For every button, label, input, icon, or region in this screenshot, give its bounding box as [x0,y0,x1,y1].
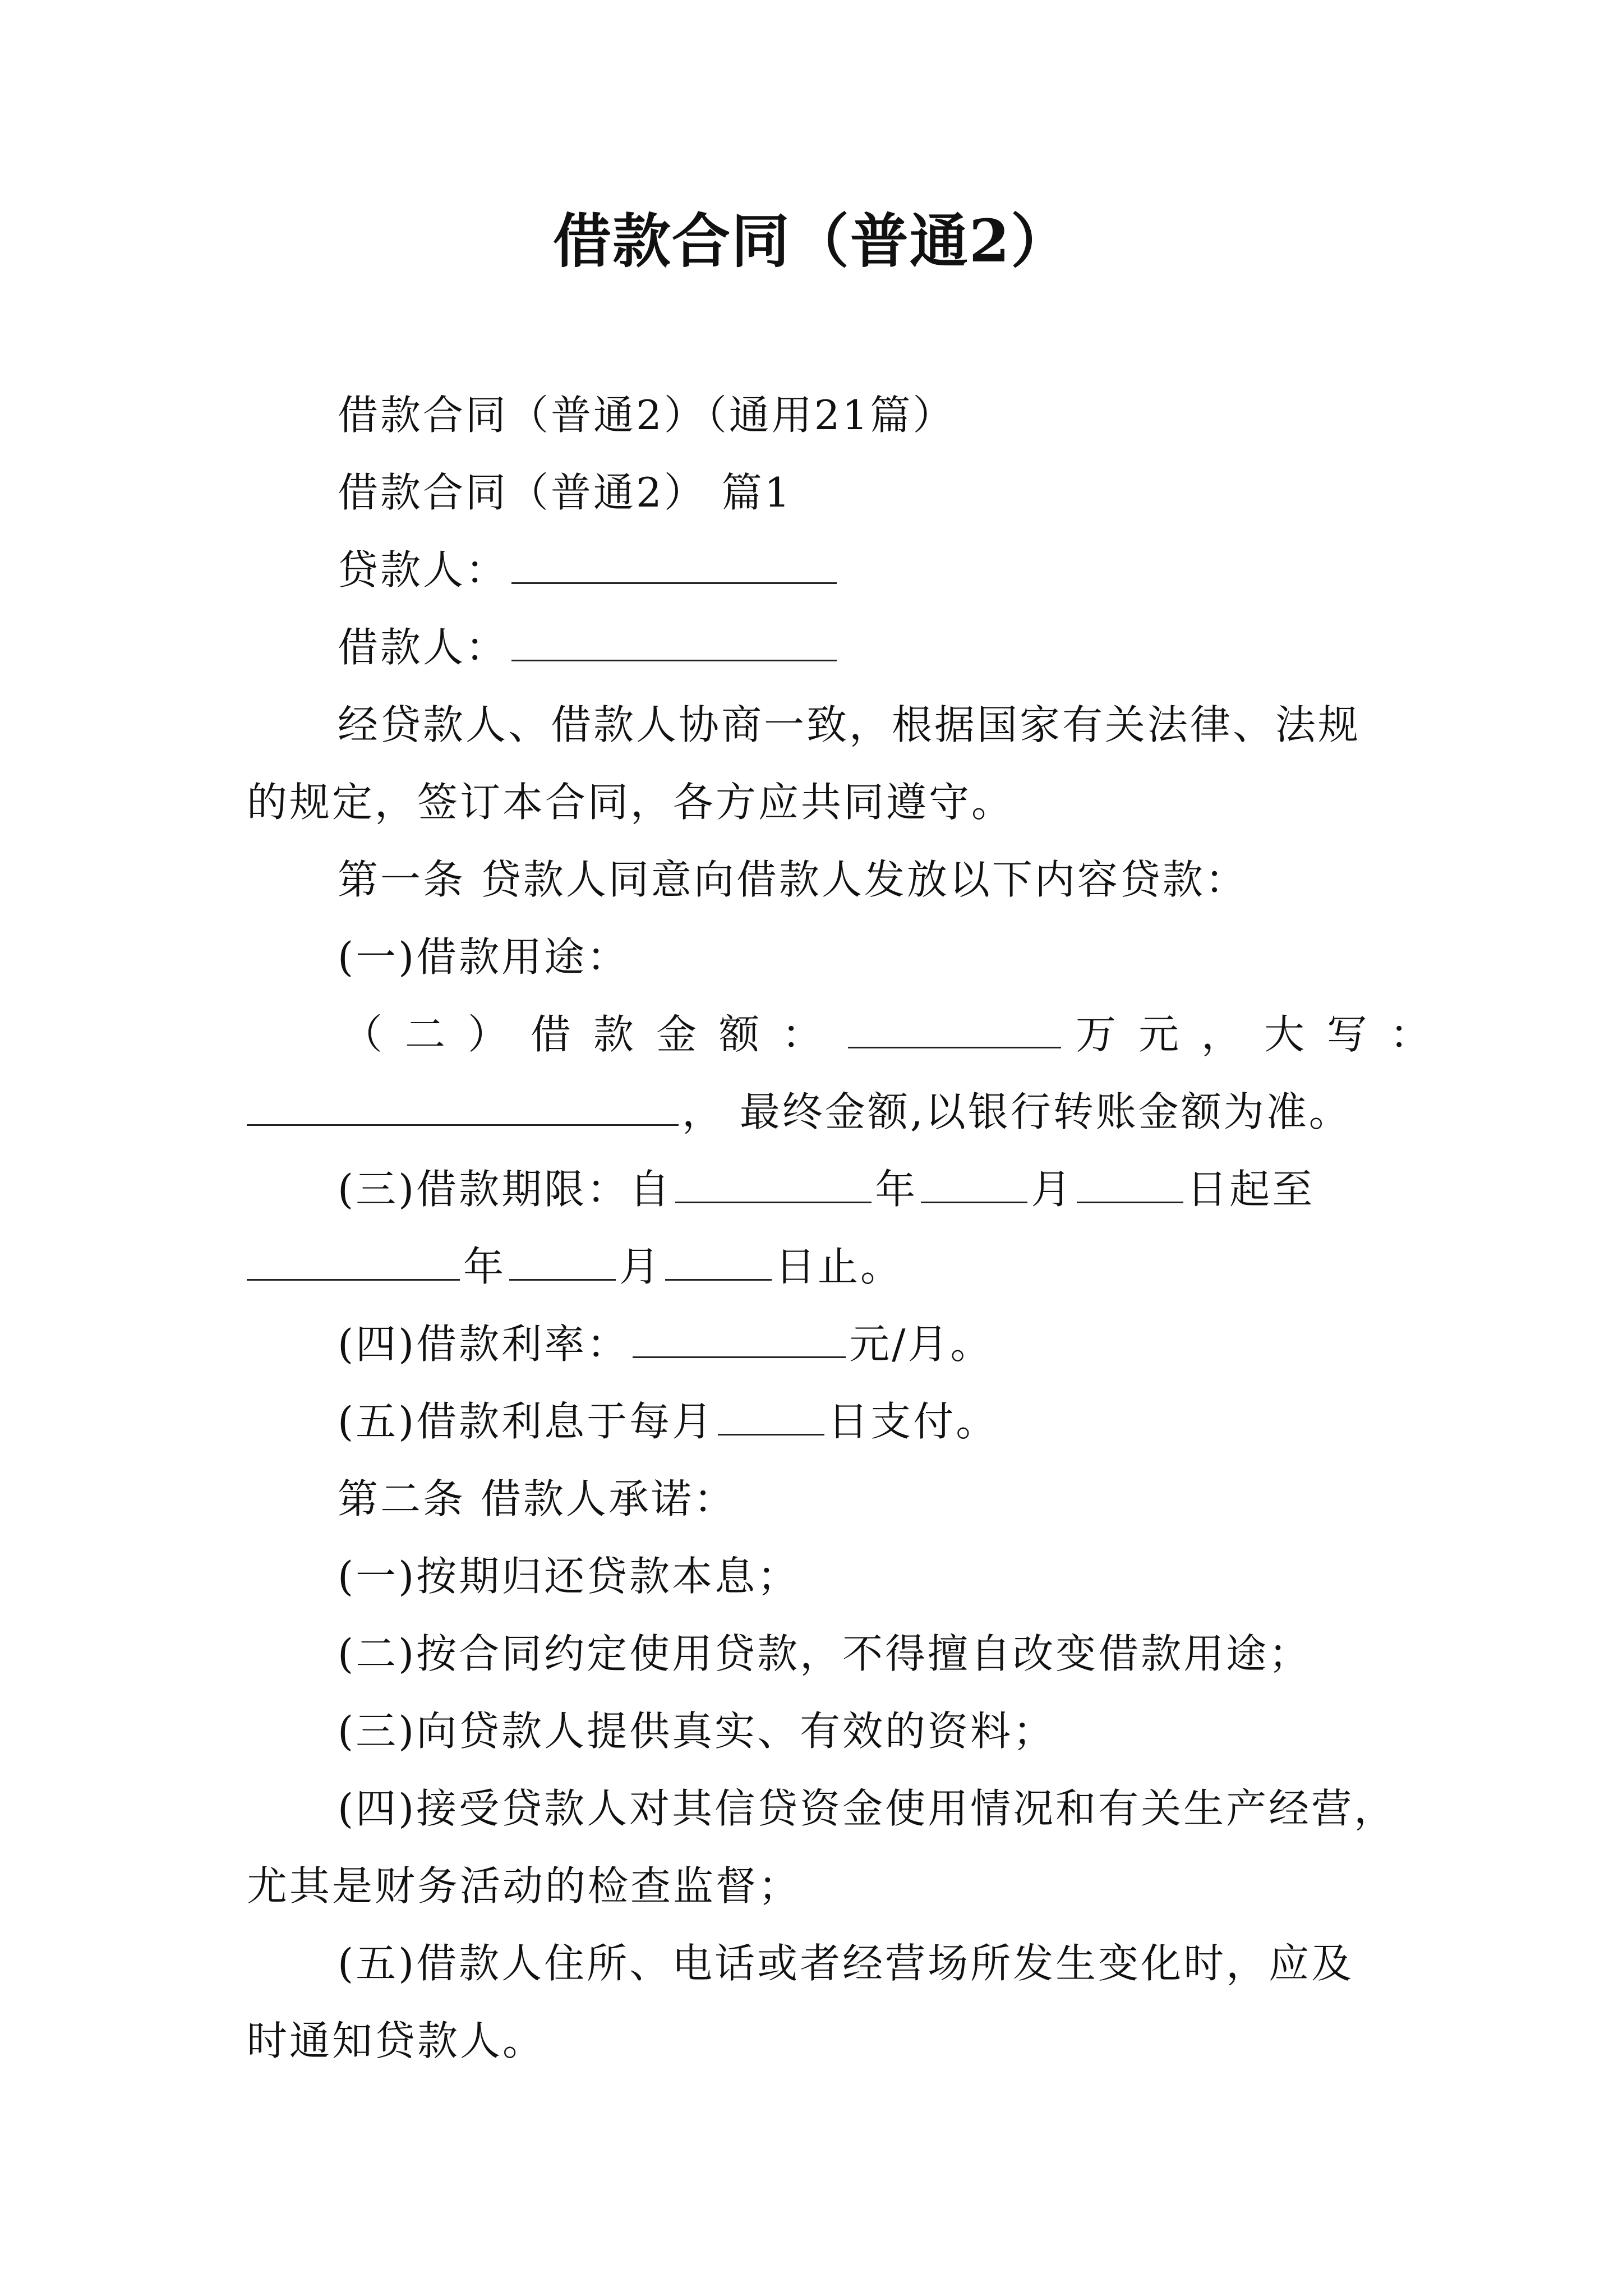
interest-rate-blank [633,1317,846,1358]
day-from-label: 日起至 [1187,1166,1315,1213]
document-subtitle: 借款合同（普通2）（通用21篇） [338,392,956,439]
amount-in-words-blank [247,1085,679,1126]
article-2-item-3: (三)向贷款人提供真实、有效的资料； [338,1708,1056,1755]
article-2-item-5-line-2: 时通知贷款人。 [247,2017,546,2064]
article-1-heading: 第一条 贷款人同意向借款人发放以下内容贷款： [338,856,1248,903]
end-month-blank [509,1240,616,1281]
start-month-blank [921,1162,1027,1203]
article-1-item-2-line-1 [342,995,1453,1074]
lender-line [338,531,840,609]
article-1-item-4 [338,1305,993,1383]
loan-amount-blank [848,1007,1061,1048]
article-1-item-5 [338,1382,998,1461]
month-label: 月 [1031,1166,1074,1213]
month-label: 月 [619,1243,662,1290]
year-label: 年 [463,1243,506,1290]
year-label: 年 [875,1166,918,1213]
article-2-item-4-line-1: (四)接受贷款人对其信贷资金使用情况和有关生产经营， [338,1785,1397,1832]
article-2-item-5-line-1: (五)借款人住所、电话或者经营场所发生变化时，应及 [338,1940,1354,1987]
lender-blank [511,543,837,584]
article-2-item-4-line-2: 尤其是财务活动的检查监督； [247,1862,801,1910]
article-2-heading: 第二条 借款人承诺： [338,1475,736,1522]
interest-payment-label: (五)借款利息于每月 [338,1398,715,1445]
end-day-blank [665,1240,772,1281]
interest-payment-tail: 日支付。 [828,1398,999,1445]
end-year-blank [247,1240,460,1281]
borrower-line [338,608,840,687]
interest-rate-label: (四)借款利率： [338,1320,630,1368]
part-heading: 借款合同（普通2） 篇1 [338,469,792,516]
article-2-item-2: (二)按合同约定使用贷款，不得擅自改变借款用途； [338,1630,1312,1677]
start-day-blank [1077,1162,1183,1203]
article-1-item-2-line-2 [247,1073,1352,1151]
day-to-label: 日止。 [775,1243,903,1290]
loan-amount-unit: 万元，大写： [1076,1011,1453,1058]
interest-rate-unit: 元/月。 [849,1320,993,1368]
article-1-item-1: (一)借款用途： [338,933,630,981]
payment-day-blank [718,1395,824,1435]
article-1-item-3-line-2 [247,1227,903,1306]
article-2-item-1: (一)按期归还贷款本息； [338,1553,800,1600]
intro-line-2: 的规定，签订本合同，各方应共同遵守。 [247,779,1015,826]
borrower-blank [511,620,837,661]
loan-amount-tail: ， 最终金额,以银行转账金额为准。 [682,1088,1352,1135]
article-1-item-3-line-1 [338,1150,1315,1228]
lender-label: 贷款人： [338,546,509,593]
loan-amount-label: （二）借款金额： [342,1011,845,1058]
start-year-blank [675,1162,872,1203]
borrower-label: 借款人： [338,624,509,671]
document-title: 借款合同（普通2） [552,206,1071,275]
intro-line-1: 经贷款人、借款人协商一致，根据国家有关法律、法规 [338,701,1361,748]
loan-term-label: (三)借款期限：自 [338,1166,672,1213]
